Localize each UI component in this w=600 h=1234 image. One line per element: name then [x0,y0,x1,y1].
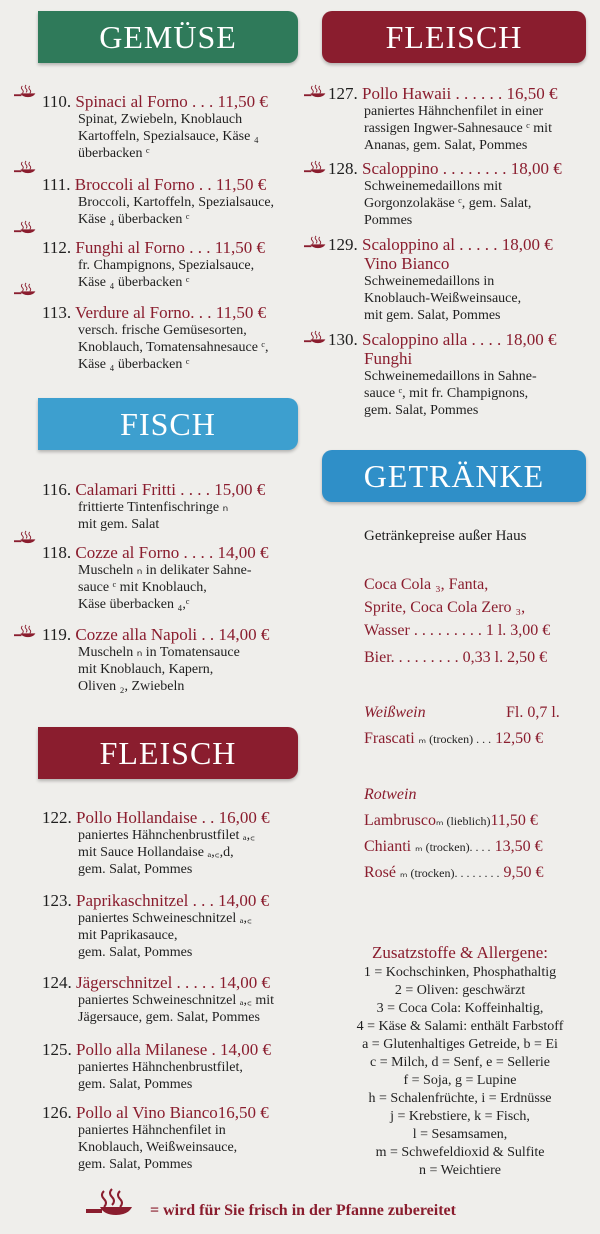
menu-item-title [42,92,268,111]
menu-item-price: 16,50 € [506,84,558,103]
pan-icon [14,160,40,175]
pan-icon [86,1186,142,1220]
menu-item-description: Schweinemedaillons mit [364,179,503,194]
wasser-dots: . . . . . . . . . [409,622,486,639]
menu-item [42,303,269,373]
menu-item-title [328,159,562,178]
fleisch-right-title: FLEISCH [385,18,523,55]
rotwein-heading: Rotwein [364,786,417,803]
allergen-line: h = Schalenfrüchte, i = Erdnüsse [368,1091,552,1106]
menu-item-dots: . . . . . [455,235,502,254]
pan-icon [304,235,330,250]
weisswein-size: Fl. 0,7 l. [506,704,560,721]
rose-price: 9,50 € [503,864,544,881]
chianti-price: 13,50 € [494,838,543,855]
soft-drinks-line2: Sprite, Coca Cola Zero ₃, [364,599,526,616]
gemuese-banner [38,11,298,63]
menu-item [42,543,268,613]
menu-item-number: 113. [42,303,76,322]
menu-item-price: 14,00 € [217,543,269,562]
menu-item-number: 124. [42,973,76,992]
lambrusco-note: ₘ (lieblich) [435,814,491,828]
menu-item-dots: . . . . . . . . [438,159,511,178]
allergen-line: f = Soja, g = Lupine [403,1073,517,1088]
gemuese-title: GEMÜSE [99,18,237,55]
menu-item-dots: . . . . [175,480,215,499]
menu-item [42,480,265,533]
menu-item-price: 18,00 € [505,330,557,349]
menu-item-dots: . . [194,175,216,194]
menu-item-price: 11,50 € [215,175,267,194]
menu-item-description: mit Sauce Hollandaise ₐ,꜀,d, [78,845,234,860]
menu-item [42,238,265,291]
menu-item-number: 118. [42,543,76,562]
menu-item-description: gem. Salat, Pommes [78,862,193,877]
fleisch-left-title: FLEISCH [99,734,237,771]
fleisch-right-banner [322,11,586,63]
frascati-price: 12,50 € [495,730,544,747]
menu-item-price: 11,50 € [214,238,266,257]
allergen-line: 1 = Kochschinken, Phosphathaltig [363,965,557,980]
menu-item-name: Verdure al Forno [75,303,191,322]
pan-icon [304,84,330,99]
menu-item-price: 18,00 € [501,235,553,254]
footer-text: = wird für Sie frisch in der Pfanne zubereitet [150,1202,456,1219]
chianti-row [364,838,543,856]
menu-item-name: Cozze al Forno [75,543,180,562]
menu-item-price: 15,00 € [214,480,266,499]
menu-item [328,84,558,154]
menu-item-title [42,973,274,992]
wasser-row [364,622,550,640]
menu-item-number: 122. [42,808,76,827]
menu-item-description: paniertes Hähnchenbrustfilet, [78,1060,243,1075]
lambrusco-row [364,812,538,830]
menu-item-name: Paprikaschnitzel [76,891,189,910]
menu-item-dots: . . . [187,92,218,111]
menu-item-price: 14,00 € [218,891,270,910]
menu-item-description: fr. Champignons, Spezialsauce, [78,258,255,273]
allergen-line: 2 = Oliven: geschwärzt [394,983,526,998]
menu-item-title-line2 [328,254,553,273]
menu-item-description: Spinat, Zwiebeln, Knoblauch [78,112,243,127]
allergen-heading: Zusatzstoffe & Allergene: [372,943,548,962]
menu-item-title [42,543,268,562]
menu-item-description: gem. Salat, Pommes [78,1077,193,1092]
wasser-size: 1 l. [485,622,507,639]
menu-item-price: 14,00 € [220,1040,272,1059]
menu-item-description: paniertes Hähnchenfilet in [78,1123,226,1138]
menu-item [42,625,269,695]
menu-item-dots: . . [197,808,219,827]
menu-item-description: mit Paprikasauce, [78,928,178,943]
menu-item-name: Cozze alla Napoli [75,625,198,644]
allergen-line: m = Schwefeldioxid & Sulfite [375,1145,545,1160]
menu-item-name: Scaloppino al [362,235,456,254]
allergen-line: c = Milch, d = Senf, e = Sellerie [370,1055,550,1070]
menu-item-title [42,175,274,194]
menu-item-price: 16,50 € [217,1103,269,1122]
menu-item-name: Jägerschnitzel [76,973,173,992]
menu-item-description: Broccoli, Kartoffeln, Spezialsauce, [78,195,275,210]
wasser-price: 3,00 € [510,622,551,639]
menu-item-dots: . . . . . [172,973,220,992]
menu-item-title [328,330,557,349]
getraenke-banner [322,450,586,502]
weisswein-heading: Weißwein [364,704,426,721]
menu-item-title [42,1103,269,1122]
fisch-title: FISCH [120,405,216,442]
allergen-legend [320,944,600,1180]
menu-item-description: Schweinemedaillons in [364,274,495,289]
menu-item-description: Muscheln ₙ in delikater Sahne- [78,563,252,578]
menu-item-dots: . . . [184,238,215,257]
menu-item-name: Scaloppino alla [362,330,468,349]
menu-item-price: 18,00 € [510,159,562,178]
menu-item-name: Pollo al Vino Bianco [76,1103,218,1122]
frascati-note: ₘ (trocken) . . . [418,732,492,746]
allergen-line: a = Glutenhaltiges Getreide, b = Ei [362,1037,558,1052]
menu-item-description: überbacken ᶜ [78,146,150,161]
fleisch-left-banner [38,727,298,779]
bier-price: 2,50 € [507,649,548,666]
menu-item-description: Jägersauce, gem. Salat, Pommes [78,1010,260,1025]
menu-item-price: 16,00 € [218,808,270,827]
menu-item-description: Knoblauch, Weißweinsauce, [78,1140,238,1155]
lambrusco-price: 11,50 € [490,812,538,829]
menu-item-title [42,1040,271,1059]
frascati-row [364,730,543,748]
menu-item-description: Käse ₄ überbacken ᶜ [78,357,190,372]
rose-row [364,864,543,882]
menu-item-description: Käse ₄ überbacken ᶜ [78,275,190,290]
menu-item-description: sauce ᶜ, mit fr. Champignons, [364,386,529,401]
menu-item-description: rassigen Ingwer-Sahnesauce ᶜ mit [364,121,552,136]
menu-item-description: Ananas, gem. Salat, Pommes [364,138,528,153]
menu-item-dots: . . . . . . [451,84,507,103]
menu-item-description: Schweinemedaillons in Sahne- [364,369,537,384]
menu-item-name-cont: Funghi [364,349,413,368]
menu-item-description: versch. frische Gemüsesorten, [78,323,247,338]
menu-item-dots: . . . . [179,543,218,562]
menu-item-description: Käse überbacken ₄,ᶜ [78,597,190,612]
allergen-line: 4 = Käse & Salami: enthält Farbstoff [356,1019,564,1034]
pan-icon [304,330,330,345]
menu-item-description: gem. Salat, Pommes [78,945,193,960]
bier-size: 0,33 l. [462,649,504,666]
menu-item [42,1103,269,1173]
allergen-line: n = Weichtiere [419,1163,501,1178]
menu-item-name: Pollo Hollandaise [76,808,198,827]
menu-item-description: mit Knoblauch, Kapern, [78,662,214,677]
menu-item-name: Pollo alla Milanese [76,1040,208,1059]
rose-note: ₘ (trocken). . . . . . . . [400,866,500,880]
menu-item-title [42,238,265,257]
chianti-note: ₘ (trocken). . . . [415,840,491,854]
frascati-label: Frascati [364,730,415,747]
wasser-label: Wasser [364,622,410,639]
footer [0,1196,600,1226]
menu-item [42,175,274,228]
menu-item-description: Kartoffeln, Spezialsauce, Käse ₄ [78,129,259,144]
menu-item-description: gem. Salat, Pommes [364,403,479,418]
menu-item-price: 11,50 € [217,92,268,111]
menu-item [42,973,274,1026]
menu-item-description: mit gem. Salat, Pommes [364,308,501,323]
pan-icon [14,220,40,235]
menu-item-description: Knoblauch-Weißweinsauce, [364,291,522,306]
menu-item-name: Funghi al Forno [75,238,185,257]
menu-item-description: mit gem. Salat [78,517,160,532]
menu-item-description: gem. Salat, Pommes [78,1157,193,1172]
menu-item-number: 119. [42,625,76,644]
allergen-line: l = Sesamsamen, [412,1127,508,1142]
menu-item [42,808,270,878]
menu-item-title [42,625,269,644]
menu-item-description: paniertes Hähnchenfilet in einer [364,104,544,119]
menu-item-name: Calamari Fritti [75,480,176,499]
pan-icon [14,282,40,297]
drinks-note: Getränkepreise außer Haus [364,528,527,544]
menu-item-description: Käse ₄ überbacken ᶜ [78,212,190,227]
rose-label: Rosé [364,864,396,881]
menu-item-description: sauce ᶜ mit Knoblauch, [78,580,207,595]
menu-item-price: 11,50 € [215,303,267,322]
menu-item-title [328,235,553,254]
menu-item-description: frittierte Tintenfischringe ₙ [78,500,229,515]
menu-item-title-line2 [328,349,557,368]
menu-item-number: 110. [42,92,76,111]
pan-icon [304,160,330,175]
menu-item-description: Pommes [364,213,413,228]
getraenke-title: GETRÄNKE [363,457,545,494]
menu-item-number: 126. [42,1103,76,1122]
menu-item-description: Oliven ₂, Zwiebeln [78,679,185,694]
menu-item-description: paniertes Schweineschnitzel ₐ,꜀ [78,911,252,926]
bier-row [364,649,547,667]
bier-dots: . . . . . . . . . [390,649,463,666]
menu-item [328,159,562,229]
menu-item [328,235,553,324]
menu-item-title [42,891,269,910]
pan-icon [14,84,40,99]
menu-item-description: Muscheln ₙ in Tomatensauce [78,645,240,660]
menu-item-description: paniertes Schweineschnitzel ₐ,꜀ mit [78,993,275,1008]
bier-label: Bier [364,649,391,666]
menu-item-number: 130. [328,330,362,349]
menu-item-description: Gorgonzolakäse ᶜ, gem. Salat, [364,196,532,211]
menu-item-name: Spinaci al Forno [75,92,188,111]
menu-item-number: 112. [42,238,76,257]
menu-item-name-cont: Vino Bianco [364,254,450,273]
menu-item-dots: . . . [190,303,216,322]
menu-item-dots: . [207,1040,221,1059]
pan-icon [14,530,40,545]
menu-item-number: 116. [42,480,76,499]
menu-item-title [42,480,265,499]
allergen-line: 3 = Coca Cola: Koffeinhaltig, [376,1001,544,1016]
menu-item-description: Knoblauch, Tomatensahnesauce ᶜ, [78,340,269,355]
menu-item-dots: . . [197,625,219,644]
menu-item-dots: . . . [188,891,219,910]
menu-item [42,92,268,162]
menu-item-name: Pollo Hawaii [362,84,452,103]
menu-item-name: Scaloppino [362,159,439,178]
menu-item-description: paniertes Hähnchenbrustfilet ₐ,꜀ [78,828,256,843]
menu-item-title [42,808,270,827]
menu-item-title [328,84,558,103]
menu-item [42,891,269,961]
menu-item-title [42,303,269,322]
menu-item-price: 14,00 € [219,973,271,992]
soft-drinks-line1: Coca Cola ₃, Fanta, [364,576,489,593]
allergen-lines [320,964,600,1180]
menu-item-number: 127. [328,84,362,103]
menu-item-number: 128. [328,159,362,178]
menu-item-number: 123. [42,891,76,910]
menu-item-name: Broccoli al Forno [74,175,195,194]
pan-icon [14,624,40,639]
menu-item [42,1040,271,1093]
lambrusco-label: Lambrusco [364,812,436,829]
menu-item-price: 14,00 € [218,625,270,644]
fisch-banner [38,398,298,450]
allergen-line: j = Krebstiere, k = Fisch, [390,1109,530,1124]
menu-item-number: 129. [328,235,362,254]
menu-item-number: 125. [42,1040,76,1059]
menu-item-dots: . . . . [467,330,506,349]
menu-item-number: 111. [42,175,75,194]
chianti-label: Chianti [364,838,412,855]
menu-item [328,330,557,419]
